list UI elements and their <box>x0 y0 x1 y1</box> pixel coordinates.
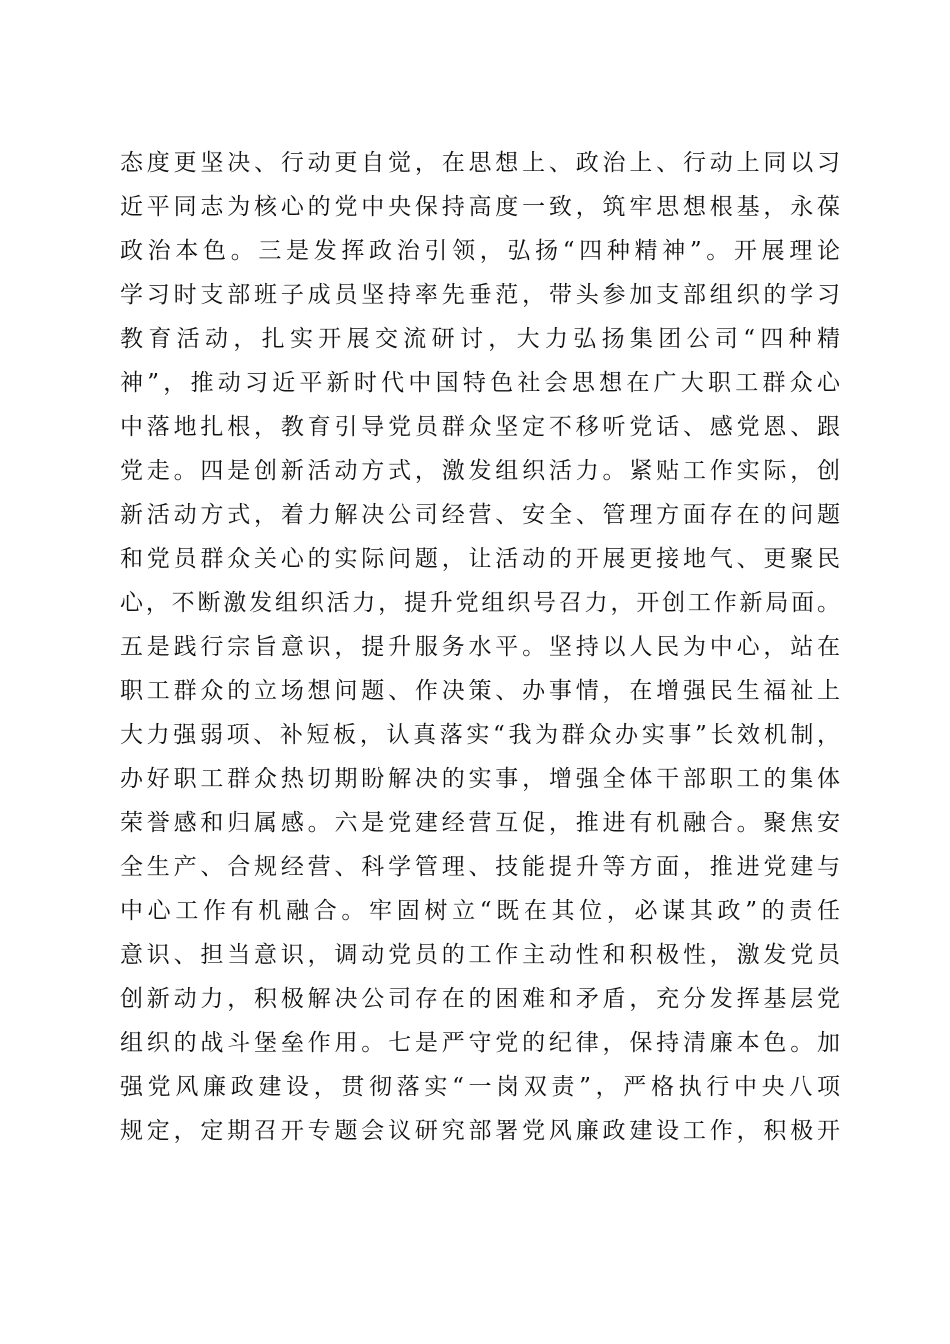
text-line: 意识、担当意识，调动党员的工作主动性和积极性，激发党员 <box>120 942 840 968</box>
text-line: 中落地扎根，教育引导党员群众坚定不移听党话、感党恩、跟 <box>120 414 840 440</box>
text-line: 教育活动，扎实开展交流研讨，大力弘扬集团公司“四种精 <box>120 326 840 352</box>
text-line: 大力强弱项、补短板，认真落实“我为群众办实事”长效机制， <box>120 722 840 748</box>
text-line: 学习时支部班子成员坚持率先垂范，带头参加支部组织的学习 <box>120 282 840 308</box>
text-line: 规定，定期召开专题会议研究部署党风廉政建设工作，积极开 <box>120 1118 840 1144</box>
text-line: 全生产、合规经营、科学管理、技能提升等方面，推进党建与 <box>120 854 840 880</box>
text-line: 和党员群众关心的实际问题，让活动的开展更接地气、更聚民 <box>120 546 840 572</box>
text-line: 近平同志为核心的党中央保持高度一致，筑牢思想根基，永葆 <box>120 194 840 220</box>
text-line: 组织的战斗堡垒作用。七是严守党的纪律，保持清廉本色。加 <box>120 1030 840 1056</box>
text-line: 职工群众的立场想问题、作决策、办事情，在增强民生福祉上 <box>120 678 840 704</box>
text-line: 心，不断激发组织活力，提升党组织号召力，开创工作新局面。 <box>120 590 840 616</box>
text-line: 神”，推动习近平新时代中国特色社会思想在广大职工群众心 <box>120 370 840 396</box>
text-line: 荣誉感和归属感。六是党建经营互促，推进有机融合。聚焦安 <box>120 810 840 836</box>
text-line: 中心工作有机融合。牢固树立“既在其位，必谋其政”的责任 <box>120 898 840 924</box>
text-line: 新活动方式，着力解决公司经营、安全、管理方面存在的问题 <box>120 502 840 528</box>
text-line: 办好职工群众热切期盼解决的实事，增强全体干部职工的集体 <box>120 766 840 792</box>
text-line: 政治本色。三是发挥政治引领，弘扬“四种精神”。开展理论 <box>120 238 840 264</box>
text-line: 五是践行宗旨意识，提升服务水平。坚持以人民为中心，站在 <box>120 634 840 660</box>
text-line: 党走。四是创新活动方式，激发组织活力。紧贴工作实际，创 <box>120 458 840 484</box>
text-line: 态度更坚决、行动更自觉，在思想上、政治上、行动上同以习 <box>120 150 840 176</box>
text-line: 创新动力，积极解决公司存在的困难和矛盾，充分发挥基层党 <box>120 986 840 1012</box>
text-line: 强党风廉政建设，贯彻落实“一岗双责”，严格执行中央八项 <box>120 1074 840 1100</box>
body-text <box>120 141 840 1153</box>
